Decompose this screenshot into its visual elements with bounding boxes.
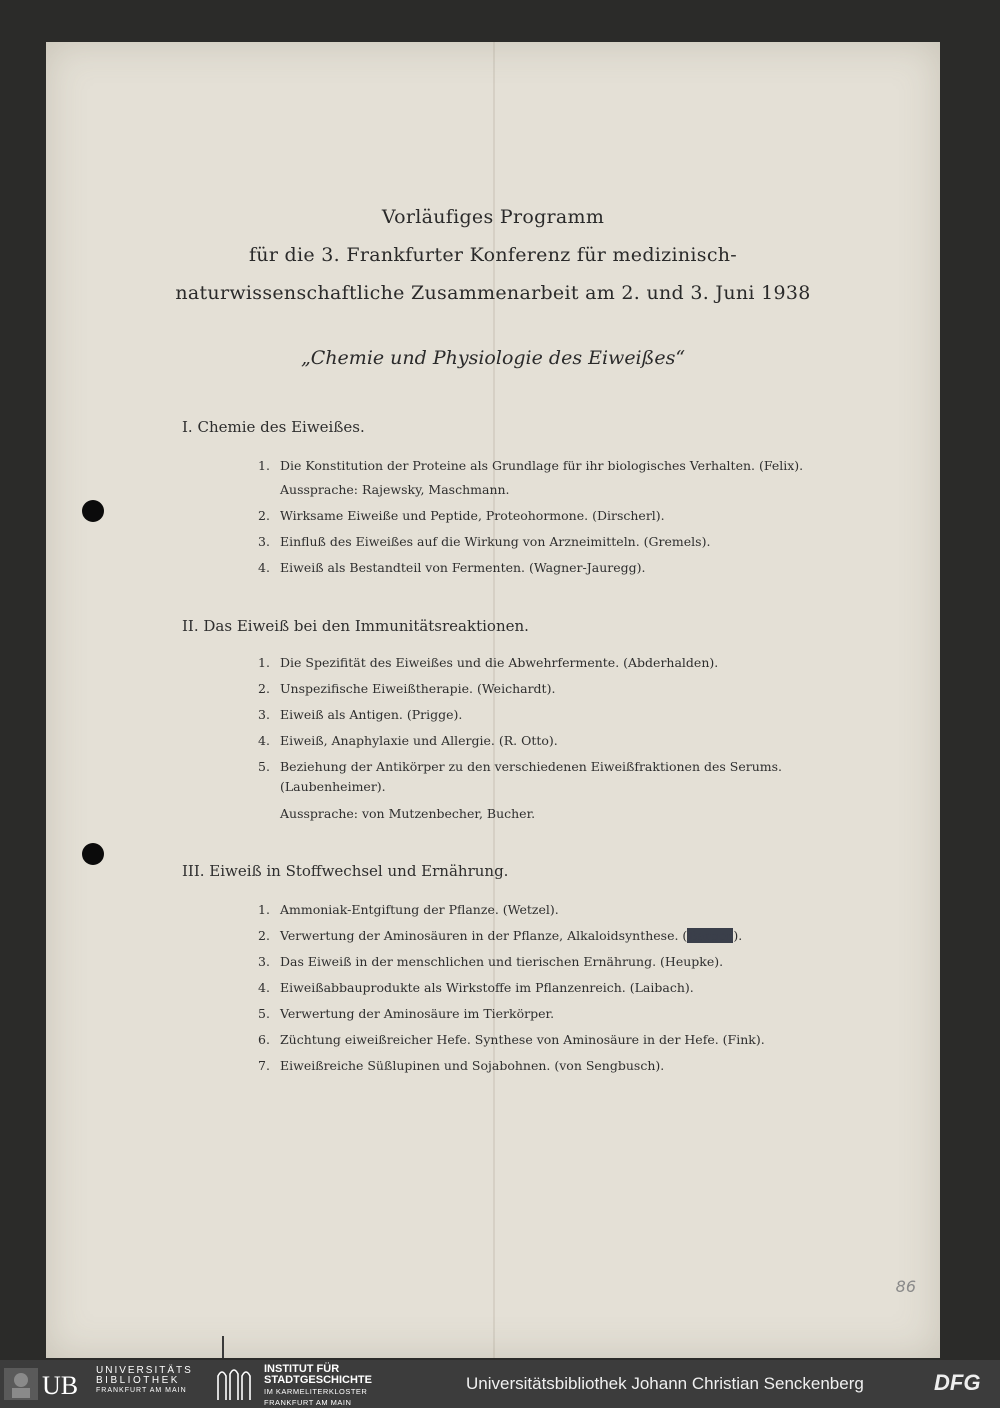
section-3-heading: III. Eiweiß in Stoffwechsel und Ernährung. (182, 862, 509, 880)
svg-text:UB: UB (42, 1371, 79, 1400)
list-item: 4. Eiweiß als Bestandteil von Fermenten. (Wagner-Jauregg). (258, 560, 646, 575)
institute-logo-icon (216, 1366, 256, 1402)
struck-name: Barger (688, 928, 733, 943)
list-item-continuation: (Laubenheimer). (280, 779, 386, 794)
list-item: 5. Verwertung der Aminosäure im Tierkörper. (258, 1006, 555, 1021)
list-item: 2. Verwertung der Aminosäuren in der Pflanze, Alkaloidsynthese. (Barger). (258, 928, 743, 943)
footer-library-name: Universitätsbibliothek Johann Christian Senckenberg (466, 1374, 864, 1393)
list-item: 2. Unspezifische Eiweißtherapie. (Weichardt). (258, 681, 556, 696)
paper-tear (222, 1336, 224, 1358)
ub-logo-icon (4, 1368, 94, 1400)
title-line-3: naturwissenschaftliche Zusammenarbeit am 2. und 3. Juni 1938 (175, 282, 811, 304)
punch-hole-bottom (82, 843, 104, 865)
page-number: 86 (895, 1277, 916, 1296)
list-item: 7. Eiweißreiche Süßlupinen und Sojabohnen. (von Sengbusch). (258, 1058, 665, 1073)
section-2-heading: II. Das Eiweiß bei den Immunitätsreaktionen. (182, 617, 529, 635)
list-item: 1. Ammoniak-Entgiftung der Pflanze. (Wetzel). (258, 902, 559, 917)
paper-fold (493, 42, 495, 1358)
list-item: 3. Eiweiß als Antigen. (Prigge). (258, 707, 463, 722)
list-item: 6. Züchtung eiweißreicher Hefe. Synthese von Aminosäure in der Hefe. (Fink). (258, 1032, 765, 1047)
list-item: 5. Beziehung der Antikörper zu den verschiedenen Eiweißfraktionen des Serums. (258, 759, 782, 774)
punch-hole-top (82, 500, 104, 522)
list-item: 4. Eiweiß, Anaphylaxie und Allergie. (R. Otto). (258, 733, 558, 748)
institute-text: INSTITUT FÜR STADTGESCHICHTE IM KARMELITERKLOSTER FRANKFURT AM MAIN (264, 1363, 372, 1407)
list-item: 3. Einfluß des Eiweißes auf die Wirkung von Arzneimitteln. (Gremels). (258, 534, 711, 549)
list-item: 3. Das Eiweiß in der menschlichen und tierischen Ernährung. (Heupke). (258, 954, 724, 969)
document-page (46, 42, 940, 1358)
list-item-continuation: Aussprache: Rajewsky, Maschmann. (280, 482, 510, 497)
aussprache: Aussprache: von Mutzenbecher, Bucher. (280, 806, 536, 821)
list-item: 4. Eiweißabbauprodukte als Wirkstoffe im Pflanzenreich. (Laibach). (258, 980, 694, 995)
section-1-heading: I. Chemie des Eiweißes. (182, 418, 365, 436)
title-line-2: für die 3. Frankfurter Konferenz für medizinisch- (248, 244, 738, 266)
dfg-logo: DFG (934, 1370, 981, 1395)
title-line-1: Vorläufiges Programm (381, 206, 605, 228)
ub-text: UNIVERSITÄTS BIBLIOTHEK FRANKFURT AM MAIN (96, 1365, 193, 1394)
list-item: 2. Wirksame Eiweiße und Peptide, Proteohormone. (Dirscherl). (258, 508, 665, 523)
subtitle: „Chemie und Physiologie des Eiweißes“ (300, 347, 686, 369)
footer-bar (0, 1360, 1000, 1408)
list-item: 1. Die Spezifität des Eiweißes und die Abwehrfermente. (Abderhalden). (258, 655, 719, 670)
list-item: 1. Die Konstitution der Proteine als Grundlage für ihr biologisches Verhalten. (Felix). (258, 458, 804, 473)
